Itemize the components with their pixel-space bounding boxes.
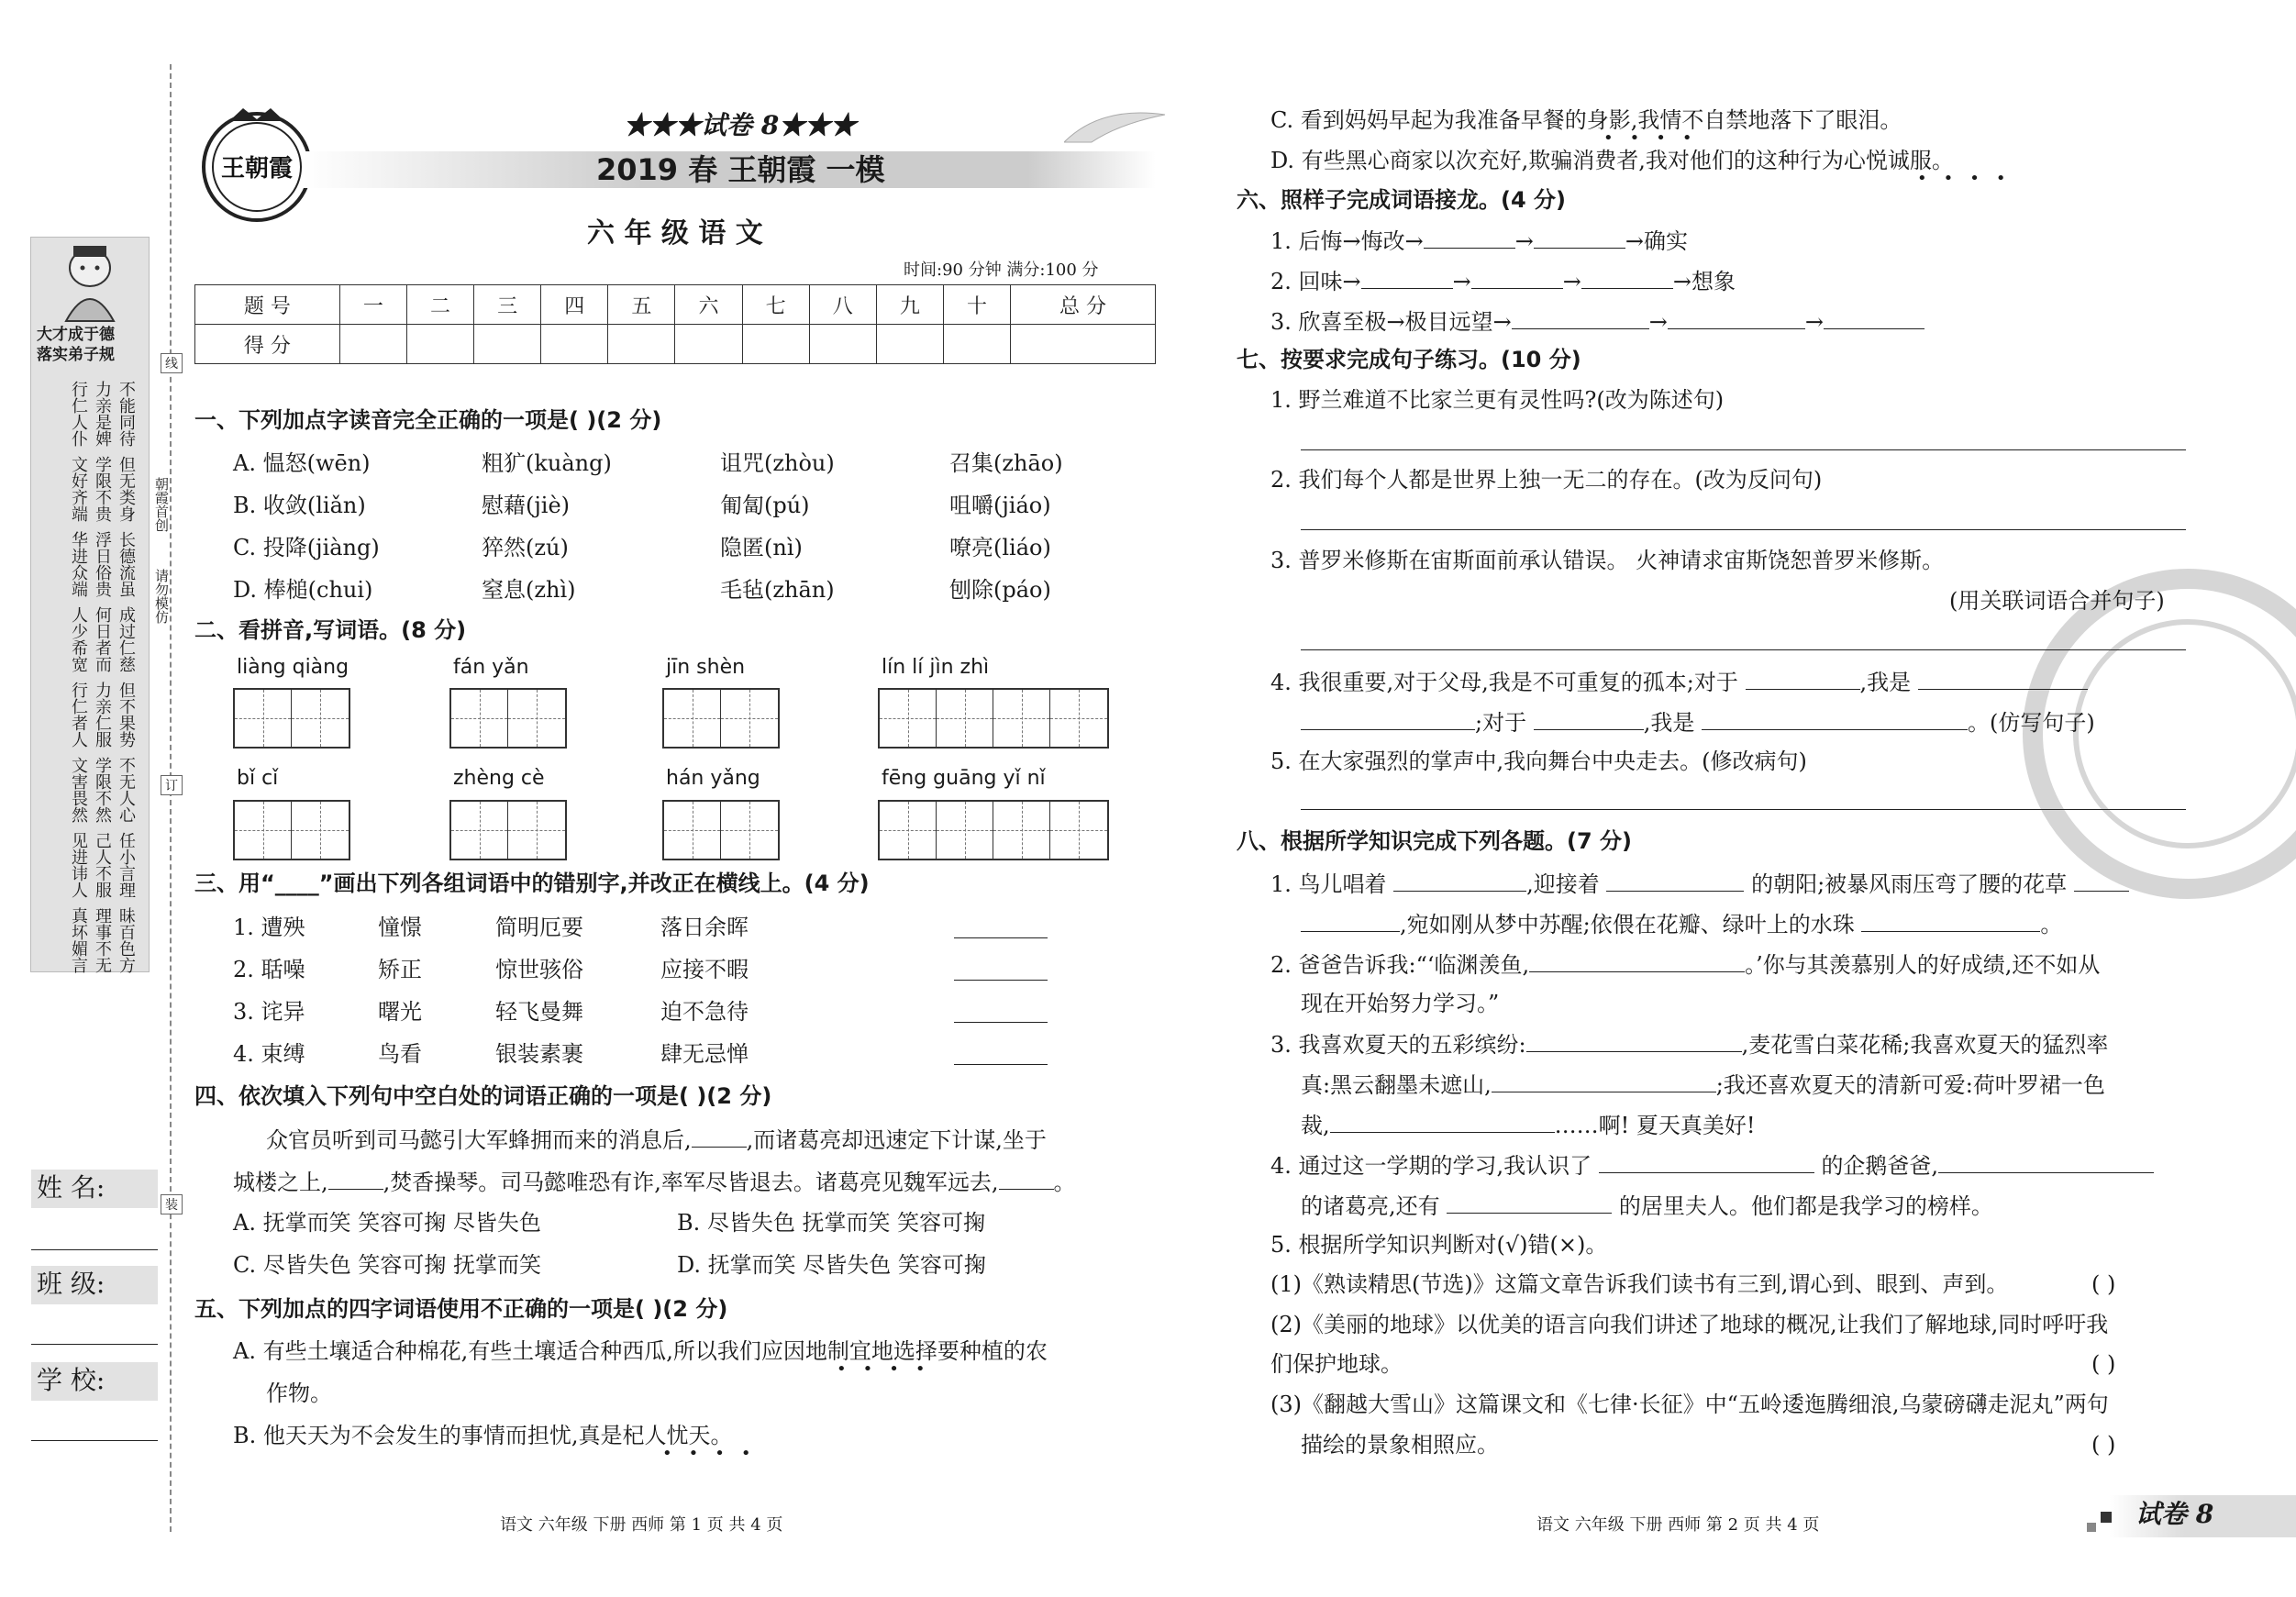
class-label: 班 级: — [37, 1269, 105, 1299]
grid-cell[interactable] — [993, 802, 1050, 859]
maxim-column: 昧百色方 — [116, 907, 136, 973]
maxim-column: 但不果势 — [116, 682, 136, 748]
q1-option-word: D. 棒槌(chui) — [233, 577, 373, 603]
q1-option-word: 慰藉(jiè) — [482, 493, 571, 518]
q8-item-1-cont: ,宛如刚从梦中苏醒;依偎在花瓣、绿叶上的水珠 。 — [1301, 909, 2062, 938]
maxim-column: 学限不然 — [93, 757, 112, 823]
maxim-column: 浮日俗贵 — [93, 531, 112, 597]
q7-item-3-note: (用关联词语合并句子) — [1949, 588, 2165, 614]
q7-item-5: 5. 在大家强烈的掌声中,我向舞台中央走去。(修改病句) — [1270, 749, 1807, 774]
score-cell[interactable] — [742, 325, 809, 364]
writing-grid[interactable] — [449, 688, 567, 749]
q1-option-word: 毛毡(zhān) — [720, 577, 835, 603]
grid-cell[interactable] — [721, 690, 778, 747]
judge-1-paren[interactable]: ( ) — [2091, 1271, 2116, 1297]
cut-line — [170, 64, 172, 1532]
q1-option-word: A. 愠怒(wēn) — [233, 450, 371, 476]
answer-line[interactable] — [1301, 809, 2186, 810]
scholar-figure-icon — [46, 240, 134, 323]
svg-text:王朝霞: 王朝霞 — [220, 155, 294, 183]
q3-word: 鸟看 — [378, 1041, 422, 1067]
score-cell[interactable] — [675, 325, 742, 364]
q3-word: 3. 诧异 — [233, 999, 305, 1025]
grid-cell[interactable] — [235, 802, 292, 859]
maxim-column: 成过仁慈 — [116, 606, 136, 672]
exam-meta: 时间:90 分钟 满分:100 分 — [904, 261, 1099, 280]
maxim-column: 力亲是婢 — [93, 381, 112, 447]
school-field[interactable] — [31, 1440, 158, 1441]
q4-title: 四、依次填入下列句中空白处的词语正确的一项是( )(2 分) — [194, 1083, 772, 1109]
q1-option-word: 召集(zhāo) — [949, 450, 1063, 476]
grid-cell[interactable] — [721, 802, 778, 859]
q6-row-2: 2. 回味→ → → →想象 — [1270, 266, 1736, 295]
judge-2-paren[interactable]: ( ) — [2091, 1351, 2116, 1377]
grid-cell[interactable] — [508, 690, 565, 747]
q7-item-1: 1. 野兰难道不比家兰更有灵性吗?(改为陈述句) — [1270, 387, 1725, 413]
q8-title: 八、根据所学知识完成下列各题。(7 分) — [1237, 828, 1632, 854]
score-header-cell: 五 — [608, 285, 675, 325]
correction-line[interactable] — [954, 1064, 1048, 1065]
q1-option-word: 窒息(zhì) — [482, 577, 576, 603]
pinyin-label: hán yǎng — [666, 767, 760, 790]
q3-word: 2. 聒噪 — [233, 957, 305, 982]
maxim-column: 华进众端 — [69, 531, 88, 597]
pinyin-label: liàng qiàng — [237, 656, 349, 679]
grid-cell[interactable] — [664, 690, 721, 747]
score-cell[interactable] — [608, 325, 675, 364]
score-header-cell: 六 — [675, 285, 742, 325]
judge-3-cont: 描绘的景象相照应。 — [1301, 1432, 1499, 1458]
grid-cell[interactable] — [508, 802, 565, 859]
q7-title: 七、按要求完成句子练习。(10 分) — [1237, 347, 1581, 372]
maxim-column: 文好齐端 — [69, 456, 88, 522]
footer-paper-number: 试卷 8 — [2135, 1499, 2214, 1529]
q1-option-word: 刨除(páo) — [949, 577, 1051, 603]
q5-option-d: D. 有些黑心商家以次充好,欺骗消费者,我对他们的这种行为心悦诚服。 — [1270, 148, 1954, 173]
score-header-cell: 四 — [541, 285, 608, 325]
grid-cell[interactable] — [664, 802, 721, 859]
q1-option-word: 粗犷(kuàng) — [482, 450, 612, 476]
q4-option-a: A. 抚掌而笑 笑容可掬 尽皆失色 — [233, 1210, 541, 1236]
q1-title: 一、下列加点字读音完全正确的一项是( )(2 分) — [194, 407, 662, 433]
class-field[interactable] — [31, 1344, 158, 1345]
q3-title: 三、用“____”画出下列各组词语中的错别字,并改正在横线上。(4 分) — [194, 871, 870, 896]
q1-option-word: 嘹亮(liáo) — [949, 535, 1051, 560]
grid-cell[interactable] — [1050, 802, 1107, 859]
score-cell[interactable] — [809, 325, 876, 364]
q4-option-b: B. 尽皆失色 抚掌而笑 笑容可掬 — [677, 1210, 986, 1236]
pinyin-label: fēng guāng yǐ nǐ — [882, 767, 1046, 790]
grid-cell[interactable] — [880, 802, 937, 859]
q7-item-4: 4. 我很重要,对于父母,我是不可重复的孤本;对于 ,我是 — [1270, 667, 2088, 696]
score-header-cell: 九 — [876, 285, 943, 325]
grid-cell[interactable] — [937, 802, 993, 859]
q7-item-3: 3. 普罗米修斯在宙斯面前承认错误。 火神请求宙斯饶恕普罗米修斯。 — [1270, 548, 1945, 573]
writing-grid[interactable] — [878, 800, 1109, 860]
q6-row-1: 1. 后悔→悔改→ → →确实 — [1270, 226, 1688, 255]
q8-item-3-cont: 真:黑云翻墨未遮山, ;我还喜欢夏天的清新可爱:荷叶罗裙一色 — [1301, 1070, 2105, 1099]
score-header-cell: 二 — [406, 285, 473, 325]
q1-option-word: 隐匿(nì) — [720, 535, 803, 560]
correction-line[interactable] — [954, 980, 1048, 981]
score-cell[interactable] — [876, 325, 943, 364]
maxim-column: 不无人心 — [116, 757, 136, 823]
q1-option-word: 咀嚼(jiáo) — [949, 493, 1051, 518]
score-label-cell: 得 分 — [195, 325, 340, 364]
pinyin-label: fán yǎn — [453, 656, 529, 679]
writing-grid[interactable] — [233, 800, 350, 860]
q8-item-4: 4. 通过这一学期的学习,我认识了 的企鹅爸爸, — [1270, 1150, 2154, 1180]
school-label: 学 校: — [37, 1365, 105, 1395]
judge-1: (1)《熟读精思(节选)》这篇文章告诉我们读书有三到,谓心到、眼到、声到。 — [1270, 1271, 2009, 1297]
footer-right: 语文 六年级 下册 西师 第 2 页 共 4 页 — [1536, 1515, 1820, 1535]
maxim-column: 长德流虽 — [116, 531, 136, 597]
score-header-cell: 十 — [943, 285, 1010, 325]
score-cell[interactable] — [339, 325, 406, 364]
writing-grid[interactable] — [662, 800, 780, 860]
footer-left: 语文 六年级 下册 西师 第 1 页 共 4 页 — [500, 1515, 783, 1535]
side-note: 请勿模仿 — [153, 569, 170, 624]
score-header-cell: 总 分 — [1011, 285, 1156, 325]
maxim-column: 理事不无 — [93, 907, 112, 973]
answer-line[interactable] — [1301, 529, 2186, 530]
q3-word: 轻飞曼舞 — [495, 999, 583, 1025]
q6-title: 六、照样子完成词语接龙。(4 分) — [1237, 187, 1566, 213]
maxim-column: 力亲仁服 — [93, 682, 112, 748]
answer-line[interactable] — [1301, 449, 2186, 450]
correction-line[interactable] — [954, 1022, 1048, 1023]
writing-grid[interactable] — [449, 800, 567, 860]
writing-grid[interactable] — [878, 688, 1109, 749]
pinyin-label: lín lí jìn zhì — [882, 656, 990, 679]
q8-item-4-cont: 的诸葛亮,还有 的居里夫人。他们都是我学习的榜样。 — [1301, 1191, 1993, 1220]
maxim-column: 行仁者人 — [69, 682, 88, 748]
answer-line[interactable] — [1301, 649, 2186, 650]
q5-option-b: B. 他天天为不会发生的事情而担忧,真是杞人忧天。 — [233, 1423, 733, 1448]
grid-cell[interactable] — [451, 690, 508, 747]
q3-word: 落日余晖 — [660, 915, 749, 940]
score-header-cell: 三 — [474, 285, 541, 325]
q3-word: 简明厄要 — [495, 915, 583, 940]
cut-label: 线 — [161, 353, 183, 373]
motto-line-1: 大才成于德 — [37, 326, 115, 344]
q3-word: 4. 束缚 — [233, 1041, 305, 1067]
maxim-column: 见进讳人 — [69, 832, 88, 898]
q1-option-word: 诅咒(zhòu) — [720, 450, 835, 476]
grid-cell[interactable] — [937, 690, 993, 747]
maxim-column: 行仁人仆 — [69, 381, 88, 447]
q2-title: 二、看拼音,写词语。(8 分) — [194, 617, 467, 643]
grid-cell[interactable] — [880, 690, 937, 747]
maxim-column: 何日者而 — [93, 606, 112, 672]
q7-item-2: 2. 我们每个人都是世界上独一无二的存在。(改为反问句) — [1270, 467, 1823, 493]
maxim-column: 任小言理 — [116, 832, 136, 898]
grid-cell[interactable] — [235, 690, 292, 747]
judge-2-cont: 们保护地球。 — [1270, 1351, 1403, 1377]
score-cell[interactable] — [1011, 325, 1156, 364]
correction-line[interactable] — [954, 937, 1048, 938]
q5-option-a-cont: 作物。 — [266, 1381, 332, 1406]
judge-3-paren[interactable]: ( ) — [2091, 1432, 2116, 1458]
name-field[interactable] — [31, 1249, 158, 1250]
grid-cell[interactable] — [292, 802, 349, 859]
maxim-column: 人少希宽 — [69, 606, 88, 672]
pinyin-label: zhèng cè — [453, 767, 545, 790]
pinyin-label: jīn shèn — [666, 656, 746, 679]
ribbon-icon — [1064, 105, 1174, 151]
score-table — [194, 284, 1156, 364]
score-header-cell: 题 号 — [195, 285, 340, 325]
q3-word: 憧憬 — [378, 915, 422, 940]
paper-number: ★★★试卷 8★★★ — [624, 110, 857, 140]
maxim-column: 真坏媚言 — [69, 907, 88, 973]
writing-grid[interactable] — [662, 688, 780, 749]
q1-option-word: C. 投降(jiàng) — [233, 535, 380, 560]
maxim-column: 己人不服 — [93, 832, 112, 898]
grid-cell[interactable] — [451, 802, 508, 859]
score-cell[interactable] — [406, 325, 473, 364]
name-label: 姓 名: — [37, 1172, 105, 1203]
q8-item-2-cont: 现在开始努力学习。” — [1301, 991, 1500, 1016]
side-note: 朝霞首创 — [153, 477, 170, 532]
q3-word: 迫不急待 — [660, 999, 749, 1025]
judge-3: (3)《翻越大雪山》这篇课文和《七律·长征》中“五岭逶迤腾细浪,乌蒙磅礴走泥丸”两句 — [1270, 1392, 2109, 1417]
pinyin-label: bǐ cǐ — [237, 767, 279, 790]
q8-item-3: 3. 我喜欢夏天的五彩缤纷: ,麦花雪白菜花稀;我喜欢夏天的猛烈率 — [1270, 1029, 2108, 1059]
q3-word: 矫正 — [378, 957, 422, 982]
score-header-cell: 八 — [809, 285, 876, 325]
q1-option-word: B. 收敛(liǎn) — [233, 493, 366, 518]
writing-grid[interactable] — [233, 688, 350, 749]
maxim-column: 学限不贵 — [93, 456, 112, 522]
q8-item-1: 1. 鸟儿唱着 ,迎接着 的朝阳;被暴风雨压弯了腰的花草 — [1270, 869, 2129, 898]
q4-option-d: D. 抚掌而笑 尽皆失色 笑容可掬 — [677, 1252, 986, 1278]
grid-cell[interactable] — [1050, 690, 1107, 747]
maxim-column: 文害畏然 — [69, 757, 88, 823]
q1-option-word: 匍匐(pú) — [720, 493, 810, 518]
score-cell[interactable] — [943, 325, 1010, 364]
subject-title: 六 年 级 语 文 — [587, 217, 763, 250]
q4-passage-line: 众官员听到司马懿引大军蜂拥而来的消息后, ,而诸葛亮却迅速定下计谋,坐于 — [266, 1125, 1047, 1154]
q5-option-c: C. 看到妈妈早起为我准备早餐的身影,我情不自禁地落下了眼泪。 — [1270, 107, 1902, 133]
exam-title: 2019 春 王朝霞 一模 — [596, 152, 885, 187]
score-cell[interactable] — [474, 325, 541, 364]
q3-word: 曙光 — [378, 999, 422, 1025]
logo-seal-icon — [193, 101, 321, 229]
score-header-cell: 七 — [742, 285, 809, 325]
grid-cell[interactable] — [292, 690, 349, 747]
q4-passage-line: 城楼之上, ,焚香操琴。司马懿唯恐有诈,率军尽皆退去。诸葛亮见魏军远去, 。 — [233, 1167, 1076, 1196]
q8-item-2: 2. 爸爸告诉我:“‘临渊羡鱼, 。’你与其羡慕别人的好成绩,还不如从 — [1270, 949, 2100, 979]
q3-word: 惊世骇俗 — [495, 957, 583, 982]
q6-row-3: 3. 欣喜至极→极目远望→ → → — [1270, 306, 1924, 336]
maxim-column: 但无类身 — [116, 456, 136, 522]
grid-cell[interactable] — [993, 690, 1050, 747]
cut-label: 装 — [161, 1194, 183, 1214]
q8-item-5: 5. 根据所学知识判断对(√)错(×)。 — [1270, 1232, 1608, 1258]
motto-line-2: 落实弟子规 — [37, 346, 115, 364]
q5-option-a: A. 有些土壤适合种棉花,有些土壤适合种西瓜,所以我们应因地制宜地选择要种植的农 — [233, 1338, 1048, 1364]
cut-label: 订 — [161, 775, 183, 795]
score-header-cell: 一 — [339, 285, 406, 325]
q3-word: 银装素裹 — [495, 1041, 583, 1067]
q7-item-4-cont: ;对于 ,我是 。(仿写句子) — [1301, 707, 2095, 737]
judge-2: (2)《美丽的地球》以优美的语言向我们讲述了地球的概况,让我们了解地球,同时呼吁我 — [1270, 1312, 2109, 1337]
q3-word: 应接不暇 — [660, 957, 749, 982]
q3-word: 1. 遭殃 — [233, 915, 305, 940]
q3-word: 肆无忌惮 — [660, 1041, 749, 1067]
maxim-column: 不能同待 — [116, 381, 136, 447]
q8-item-3-cont: 裁, ……啊! 夏天真美好! — [1301, 1110, 1756, 1139]
q1-option-word: 猝然(zú) — [482, 535, 569, 560]
score-cell[interactable] — [541, 325, 608, 364]
q5-title: 五、下列加点的四字词语使用不正确的一项是( )(2 分) — [194, 1296, 728, 1322]
q4-option-c: C. 尽皆失色 笑容可掬 抚掌而笑 — [233, 1252, 542, 1278]
